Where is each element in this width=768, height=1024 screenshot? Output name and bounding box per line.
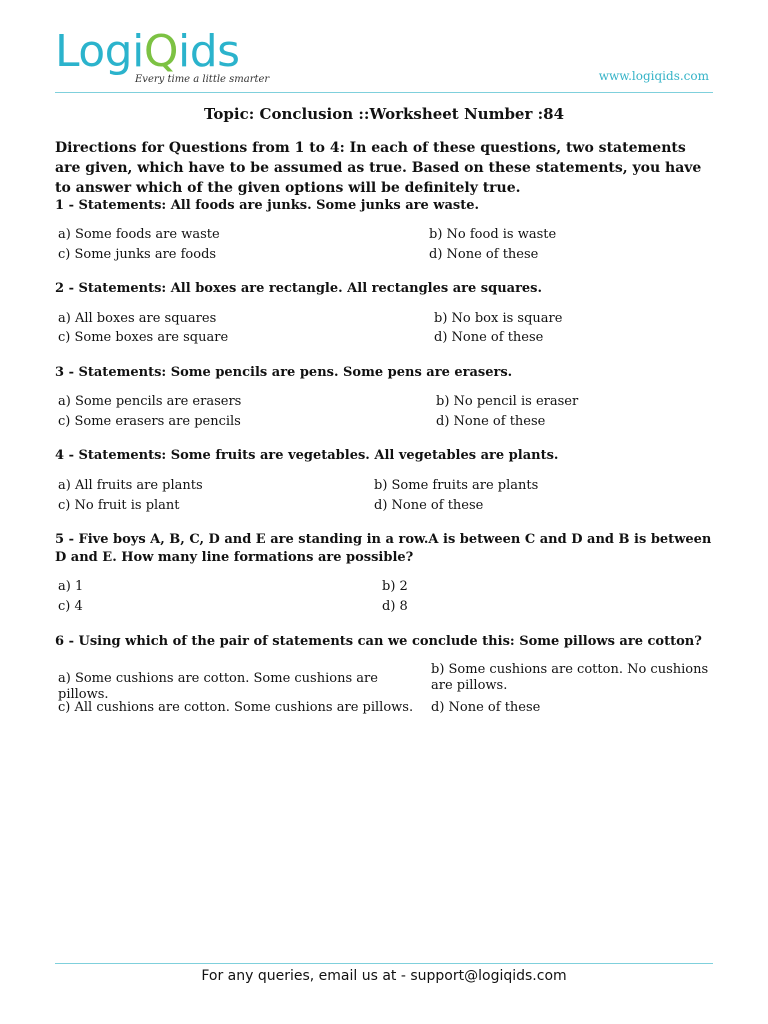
- q2-option-d: d) None of these: [434, 330, 544, 345]
- q5-option-d: d) 8: [382, 599, 408, 614]
- q6-option-d: d) None of these: [431, 700, 541, 715]
- q2-option-a: a) All boxes are squares: [58, 311, 217, 326]
- logo-tagline: Every time a little smarter: [135, 74, 270, 85]
- q3-option-b: b) No pencil is eraser: [436, 394, 579, 409]
- q6-option-c: c) All cushions are cotton. Some cushions are pillows.: [58, 700, 414, 715]
- q6-option-a: a) Some cushions are cotton. Some cushions are pillows.: [58, 671, 378, 702]
- question-6-text: 6 - Using which of the pair of statements can we conclude this: Some pillows are cotton?: [55, 634, 702, 649]
- footer-divider: [55, 963, 713, 964]
- site-url-link[interactable]: www.logiqids.com: [598, 69, 709, 83]
- q4-option-d: d) None of these: [374, 498, 484, 513]
- q3-option-d: d) None of these: [436, 414, 546, 429]
- question-2-text: 2 - Statements: All boxes are rectangle. All rectangles are squares.: [55, 281, 543, 296]
- q6-option-b: b) Some cushions are cotton. No cushions are pillows.: [431, 662, 709, 693]
- q3-option-a: a) Some pencils are erasers: [58, 394, 242, 409]
- q1-option-b: b) No food is waste: [429, 227, 557, 242]
- support-footer: For any queries, email us at - support@logiqids.com: [201, 968, 567, 984]
- q2-option-b: b) No box is square: [434, 311, 563, 326]
- logo-wordmark: LogiQids: [55, 26, 240, 77]
- header-divider: [55, 92, 713, 93]
- question-5-text: 5 - Five boys A, B, C, D and E are standing in a row.A is between C and D and B is between D and E. How many line formations are possible?: [55, 532, 712, 565]
- q5-option-c: c) 4: [58, 599, 83, 614]
- q5-option-a: a) 1: [58, 579, 84, 594]
- q4-option-b: b) Some fruits are plants: [374, 478, 539, 493]
- question-4-text: 4 - Statements: Some fruits are vegetables. All vegetables are plants.: [55, 448, 559, 463]
- q1-option-c: c) Some junks are foods: [58, 247, 217, 262]
- directions-text: Directions for Questions from 1 to 4: In each of these questions, two statements are given, which have to be assumed as true. Based on these statements, you have to answer which of the given options will be definitely true.: [55, 140, 702, 196]
- question-1-text: 1 - Statements: All foods are junks. Some junks are waste.: [55, 198, 479, 213]
- q1-option-a: a) Some foods are waste: [58, 227, 220, 242]
- q4-option-c: c) No fruit is plant: [58, 498, 180, 513]
- q2-option-c: c) Some boxes are square: [58, 330, 229, 345]
- q4-option-a: a) All fruits are plants: [58, 478, 203, 493]
- q1-option-d: d) None of these: [429, 247, 539, 262]
- question-3-text: 3 - Statements: Some pencils are pens. Some pens are erasers.: [55, 365, 513, 380]
- worksheet-title: Topic: Conclusion ::Worksheet Number :84: [203, 105, 565, 123]
- q5-option-b: b) 2: [382, 579, 408, 594]
- q3-option-c: c) Some erasers are pencils: [58, 414, 241, 429]
- logiqids-logo: [55, 26, 295, 90]
